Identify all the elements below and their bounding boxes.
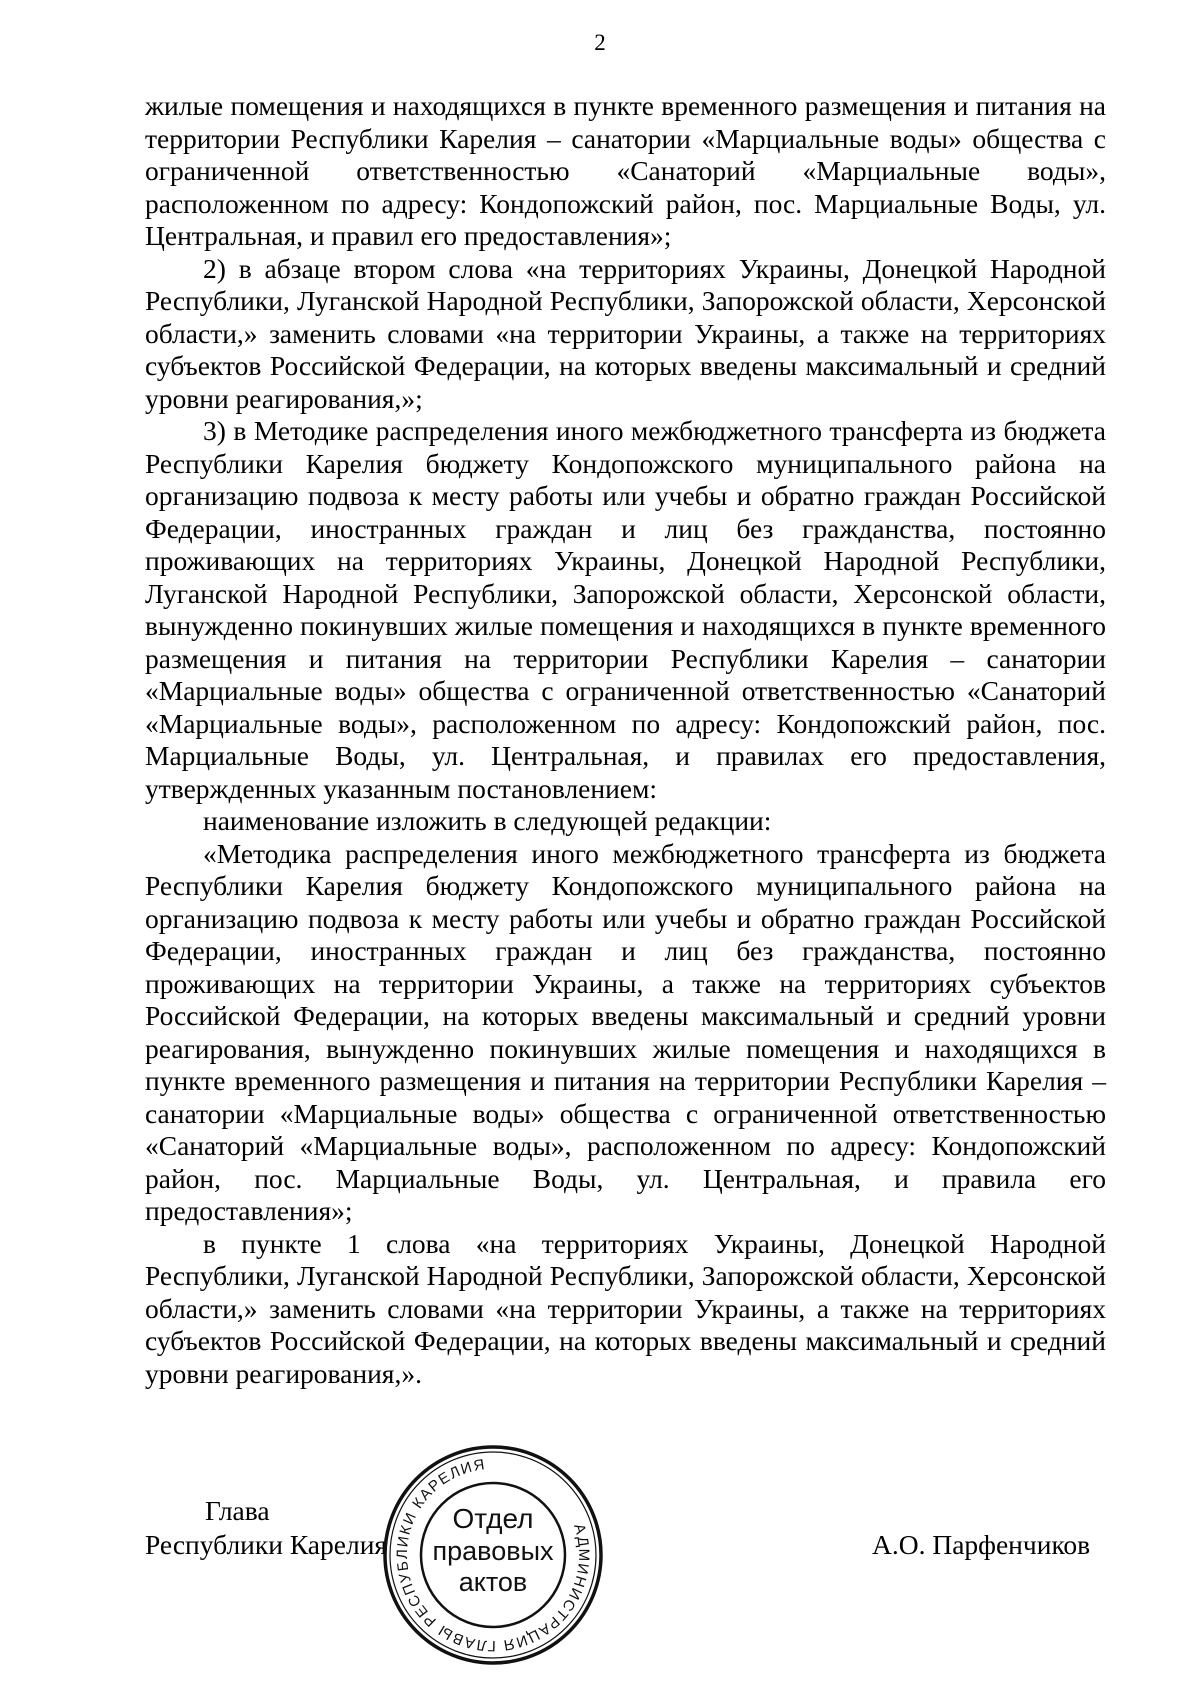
page-number: 2 <box>594 30 606 55</box>
paragraph-item-2: 2) в абзаце втором слова «на территориях Украины, Донецкой Народной Республики, Луганской Народной Республики, Запорожской области, Херсонской области,» заменить словами «на территории Украины, а также на территориях субъектов Российской Федерации, на которых введены максимальный и средний уровни реагирования,»; <box>145 252 1106 414</box>
official-stamp <box>378 1440 608 1670</box>
signatory-title-line-2: Республики Карелия <box>145 1529 388 1560</box>
stamp-center-line-1: Отдел <box>452 1503 534 1534</box>
paragraph-point-1: в пункте 1 слова «на территориях Украины, Донецкой Народной Республики, Луганской Народной Республики, Запорожской области, Херсонской области,» заменить словами «на территории Украины, а также на территориях субъектов Российской Федерации, на которых введены максимальный и средний уровни реагирования,». <box>145 1227 1106 1389</box>
stamp-center-line-3: актов <box>458 1567 528 1597</box>
paragraph-new-title: «Методика распределения иного межбюджетного трансферта из бюджета Республики Карелия бюджету Кондопожского муниципального района на организацию подвоза к месту работы или учебы и обратно граждан Российской Федерации, иностранных граждан и лиц без гражданства, постоянно проживающих на территории Украины, а также на территориях субъектов Российской Федерации, на которых введены максимальный и средний уровни реагирования, вынужденно покинувших жилые помещения и находящихся в пункте временного размещения и питания на территории Республики Карелия – санатории «Марциальные воды» общества с ограниченной ответственностью «Санаторий «Марциальные воды», расположенном по адресу: Кондопожский район, пос. Марциальные Воды, ул. Центральная, и правила его предоставления»; <box>145 837 1106 1226</box>
paragraph-title-instruction: наименование изложить в следующей редакции: <box>203 805 772 836</box>
signatory-title-line-1: Глава <box>205 1495 270 1526</box>
signatory-name: А.О. Парфенчиков <box>872 1529 1091 1560</box>
stamp-ring-text: АДМИНИСТРАЦИЯ ГЛАВЫ РЕСПУБЛИКИ КАРЕЛИЯ <box>393 1456 593 1655</box>
document-body <box>145 90 1106 1390</box>
stamp-center-line-2: правовых <box>432 1536 554 1566</box>
paragraph-continuation: жилые помещения и находящихся в пункте временного размещения и питания на территории Республики Карелия – санатории «Марциальные воды» общества с ограниченной ответственностью «Санаторий «Марциальные воды», расположенном по адресу: Кондопожский район, пос. Марциальные Воды, ул. Центральная, и правил его предоставления»; <box>145 90 1106 251</box>
paragraph-item-3: 3) в Методике распределения иного межбюджетного трансферта из бюджета Республики Карелия бюджету Кондопожского муниципального района на организацию подвоза к месту работы или учебы и обратно граждан Российской Федерации, иностранных граждан и лиц без гражданства, постоянно проживающих на территориях Украины, Донецкой Народной Республики, Луганской Народной Республики, Запорожской области, Херсонской области, вынужденно покинувших жилые помещения и находящихся в пункте временного размещения и питания на территории Республики Карелия – санатории «Марциальные воды» общества с ограниченной ответственностью «Санаторий «Марциальные воды», расположенном по адресу: Кондопожский район, пос. Марциальные Воды, ул. Центральная, и правилах его предоставления, утвержденных указанным постановлением: <box>145 415 1106 804</box>
stamp-seal-icon <box>378 1440 608 1670</box>
